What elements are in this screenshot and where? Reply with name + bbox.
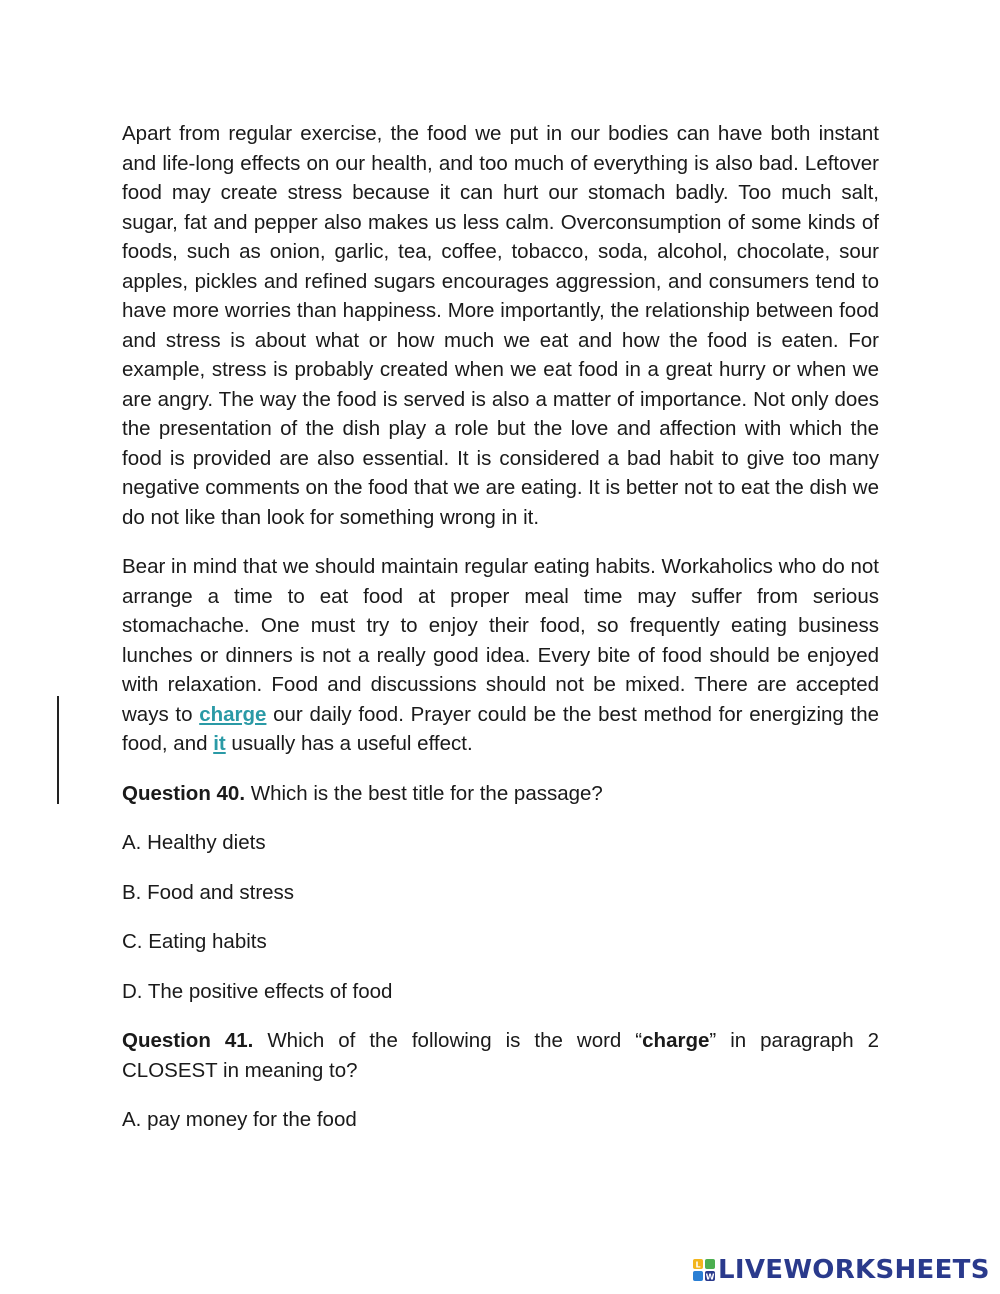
question-41-text-end: ” in paragraph 2 CLOSEST in meaning to?	[122, 1029, 879, 1082]
highlighted-word-it[interactable]: it	[213, 732, 226, 755]
liveworksheets-logo	[693, 1256, 990, 1284]
svg-text:W: W	[705, 1272, 715, 1281]
passage-paragraph-2	[122, 552, 879, 759]
liveworksheets-logo-text: LIVEWORKSHEETS	[718, 1255, 990, 1285]
question-40-text: Which is the best title for the passage?	[245, 781, 603, 805]
liveworksheets-logo-icon	[693, 1259, 715, 1281]
paragraph-2-text-middle: our daily food. Prayer could be the best method for energizing the food, and	[122, 702, 879, 755]
paragraph-2-text-end: usually has a useful effect.	[225, 732, 473, 755]
question-41-prompt	[122, 1026, 879, 1085]
question-40-prompt	[122, 779, 879, 809]
highlighted-word-charge[interactable]: charge	[199, 702, 267, 726]
question-40-option-b: B. Food and stress	[122, 880, 295, 904]
change-bar-marker	[57, 696, 59, 804]
paragraph-2-text-start: Bear in mind that we should maintain regular eating habits. Workaholics who do not arrange a time to eat food at proper meal time may suffer from serious stomachache. One must try to enjoy their food, so frequently eating business lunches or dinners is not a really good idea. Every bite of food should be enjoyed with relaxation. Food and discussions should not be mixed. There are accepted ways to	[122, 555, 879, 726]
question-40-option-a: A. Healthy diets	[122, 831, 266, 854]
question-40-option-c: C. Eating habits	[122, 930, 267, 953]
svg-text:L: L	[695, 1260, 701, 1270]
question-41-option-a: A. pay money for the food	[122, 1108, 357, 1131]
question-41-keyword: charge	[642, 1029, 710, 1052]
question-40-option-d: D. The positive effects of food	[122, 979, 393, 1003]
question-40-label: Question 40.	[122, 781, 246, 805]
question-41-label: Question 41.	[122, 1029, 254, 1052]
passage-paragraph-1: Apart from regular exercise, the food we put in our bodies can have both instant and life-long effects on our health, and too much of everything is also bad. Leftover food may create stress because it can hurt our stomach badly. Too much salt, sugar, fat and pepper also makes us less calm. Overconsumption of some kinds of foods, such as onion, garlic, tea, coffee, tobacco, soda, alcohol, chocolate, sour apples, pickles and refined sugars encourages aggression, and consumers tend to have more worries than happiness. More importantly, the relationship between food and stress is about what or how much we eat and how the food is eaten. For example, stress is probably created when we eat food in a great hurry or when we are angry. The way the food is served is also a matter of importance. Not only does the presentation of the dish play a role but the love and affection with which the food is provided are also essential. It is considered a bad habit to give too many negative comments on the food that we are eating. It is better not to eat the dish we do not like than look for something wrong in it.	[122, 122, 879, 529]
question-41-text-start: Which of the following is the word “	[253, 1029, 643, 1052]
worksheet-content	[122, 119, 879, 1155]
